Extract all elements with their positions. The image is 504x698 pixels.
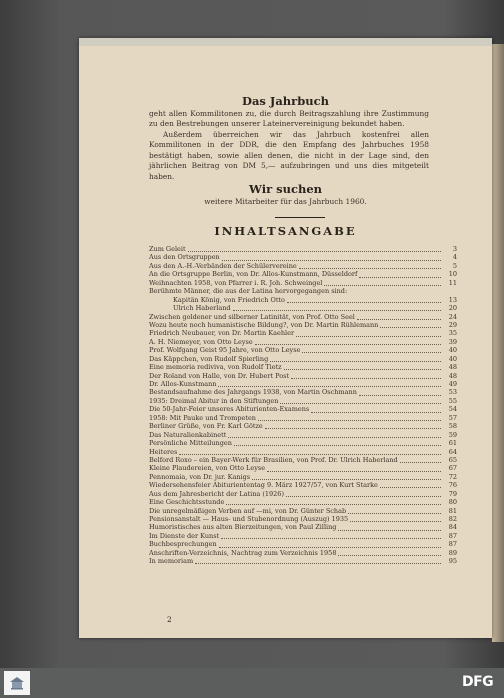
toc-leader-dots bbox=[349, 289, 441, 294]
toc-entry bbox=[149, 262, 457, 270]
toc-entry-page: 54 bbox=[448, 405, 457, 414]
heading-wir-suchen: Wir suchen bbox=[248, 182, 323, 196]
heading-jahrbuch: Das Jahrbuch bbox=[242, 94, 329, 108]
toc-entry-title: Ulrich Haberland bbox=[173, 304, 231, 313]
toc-entry-title: Prof. Wolfgang Geist 95 Jahre, von Otto Leyse bbox=[149, 346, 301, 355]
table-of-contents bbox=[149, 245, 457, 566]
toc-entry-page: 4 bbox=[452, 253, 457, 262]
toc-entry-title: Humoristisches aus alten Bierzeitungen, von Paul Zilling bbox=[149, 523, 337, 532]
heading-inhaltsangabe: INHALTSANGABE bbox=[214, 224, 357, 238]
toc-leader-dots bbox=[221, 533, 441, 539]
toc-entry bbox=[149, 338, 457, 346]
toc-entry bbox=[149, 473, 457, 481]
toc-leader-dots bbox=[296, 331, 441, 337]
toc-leader-dots bbox=[284, 364, 441, 370]
toc-leader-dots bbox=[311, 407, 441, 413]
toc-entry-page: 81 bbox=[448, 506, 457, 515]
toc-leader-dots bbox=[291, 373, 441, 379]
toc-entry-title: Eine Geschichtsstunde bbox=[149, 498, 225, 507]
toc-entry-page: 53 bbox=[448, 388, 457, 397]
toc-entry bbox=[149, 388, 457, 396]
toc-leader-dots bbox=[380, 482, 441, 488]
toc-leader-dots bbox=[350, 516, 441, 522]
paragraph-membership: geht allen Kommilitonen zu, die durch Beitragszahlung ihre Zustimmung zu den Bestrebungen unserer Lateinervereinigung bekundet haben. bbox=[149, 109, 429, 129]
toc-entry bbox=[149, 507, 457, 515]
page-number: 2 bbox=[167, 615, 172, 624]
toc-entry-page: 58 bbox=[448, 422, 457, 431]
toc-entry bbox=[149, 346, 457, 354]
toc-entry-title: Wozu heute noch humanistische Bildung?, von Dr. Martin Rühlemann bbox=[149, 320, 379, 329]
toc-entry-page: 84 bbox=[448, 523, 457, 532]
toc-entry-title: Das Naturalienkabinett bbox=[149, 430, 227, 439]
toc-entry bbox=[149, 304, 457, 312]
toc-leader-dots bbox=[222, 255, 441, 261]
toc-entry-title: Berliner Grüße, von Fr. Karl Götze bbox=[149, 422, 263, 431]
toc-leader-dots bbox=[267, 466, 441, 472]
toc-leader-dots bbox=[233, 305, 441, 311]
toc-entry-page: 48 bbox=[448, 363, 457, 372]
toc-entry-page: 3 bbox=[452, 245, 457, 253]
toc-entry-title: Der Roland von Halle, von Dr. Hubert Post bbox=[149, 371, 290, 380]
toc-entry-page: 89 bbox=[448, 548, 457, 557]
toc-entry-title: Aus den Ortsgruppen bbox=[149, 253, 220, 262]
toc-entry bbox=[149, 439, 457, 447]
next-page-edge bbox=[492, 44, 504, 642]
toc-leader-dots bbox=[280, 398, 441, 404]
toc-entry-title: A. H. Niemeyer, von Otto Leyse bbox=[149, 337, 253, 346]
toc-entry-title: An die Ortsgruppe Berlin, von Dr. Allos-Kunstmann, Düsseldorf bbox=[149, 270, 358, 279]
toc-entry-page: 11 bbox=[448, 278, 457, 287]
toc-entry-page: 40 bbox=[448, 346, 457, 355]
page-top-discoloration bbox=[79, 38, 492, 46]
toc-entry-title: In memoriam bbox=[149, 557, 194, 566]
toc-entry-title: Weihnachten 1958, von Pfarrer i. R. Joh. Schweingel bbox=[149, 278, 323, 287]
toc-entry-page: 35 bbox=[448, 329, 457, 338]
toc-leader-dots bbox=[348, 508, 441, 514]
toc-leader-dots bbox=[265, 423, 441, 429]
toc-entry-title: Aus dem Jahresbericht der Latina (1926) bbox=[149, 489, 284, 498]
wanted-text: weitere Mitarbeiter für das Jahrbuch 1960. bbox=[204, 197, 367, 206]
toc-leader-dots bbox=[338, 525, 441, 531]
toc-leader-dots bbox=[357, 314, 441, 320]
toc-entry-title: Bestandsaufnahme des Jahrgangs 1938, von Martin Oschmann bbox=[149, 388, 357, 397]
toc-entry-page: 57 bbox=[448, 413, 457, 422]
toc-leader-dots bbox=[226, 499, 441, 505]
toc-entry bbox=[149, 313, 457, 321]
toc-entry bbox=[149, 422, 457, 430]
toc-entry bbox=[149, 540, 457, 548]
toc-entry bbox=[149, 253, 457, 261]
toc-leader-dots bbox=[219, 542, 441, 548]
toc-entry-title: Kleine Plaudereien, von Otto Leyse bbox=[149, 464, 266, 473]
toc-entry-title: Kapitän König, von Friedrich Otto bbox=[173, 295, 285, 304]
toc-entry-title: Persönliche Mitteilungen bbox=[149, 439, 232, 448]
toc-entry bbox=[149, 431, 457, 439]
toc-entry-page: 29 bbox=[448, 320, 457, 329]
toc-entry-page: 76 bbox=[448, 481, 457, 490]
toc-entry bbox=[149, 557, 457, 565]
toc-leader-dots bbox=[359, 390, 441, 396]
toc-entry-title: Pensionsanstalt — Haus- und Stubenordnung (Auszug) 1935 bbox=[149, 515, 349, 523]
toc-entry-page: 64 bbox=[448, 447, 457, 456]
toc-entry-title: Belford Roxo – ein Bayer-Werk für Brasilien, von Prof. Dr. Ulrich Haberland bbox=[149, 455, 398, 464]
toc-entry-page: 67 bbox=[448, 464, 457, 473]
toc-entry-title: Buchbesprechungen bbox=[149, 540, 217, 549]
toc-entry-title: Wiedersehensfeier Abituriententag 9. März 1927/57, von Kurt Starke bbox=[149, 481, 378, 490]
library-emblem-icon bbox=[9, 676, 25, 690]
toc-leader-dots bbox=[228, 432, 441, 438]
toc-entry bbox=[149, 380, 457, 388]
toc-leader-dots bbox=[400, 457, 441, 463]
toc-entry bbox=[149, 405, 457, 413]
toc-entry-page: 87 bbox=[448, 540, 457, 549]
toc-entry-page: 39 bbox=[448, 337, 457, 346]
toc-entry-page: 5 bbox=[452, 261, 457, 270]
toc-entry-title: Eine memoria rediviva, von Rudolf Tietz bbox=[149, 363, 282, 372]
toc-entry-page: 79 bbox=[448, 489, 457, 498]
toc-entry-page: 59 bbox=[448, 430, 457, 439]
toc-entry bbox=[149, 355, 457, 363]
toc-entry bbox=[149, 287, 457, 295]
viewer-footer bbox=[0, 668, 504, 698]
toc-entry bbox=[149, 372, 457, 380]
toc-entry bbox=[149, 329, 457, 337]
toc-entry-page: 13 bbox=[448, 295, 457, 304]
toc-leader-dots bbox=[380, 322, 441, 328]
toc-entry-title: Im Dienste der Kunst bbox=[149, 531, 220, 540]
toc-entry bbox=[149, 498, 457, 506]
toc-entry-page: 82 bbox=[448, 515, 457, 523]
toc-entry-page: 61 bbox=[448, 439, 457, 448]
toc-entry-title: Zum Geleit bbox=[149, 245, 186, 253]
toc-leader-dots bbox=[287, 297, 441, 303]
toc-entry bbox=[149, 456, 457, 464]
toc-entry bbox=[149, 363, 457, 371]
toc-entry-page: 10 bbox=[448, 270, 457, 279]
toc-leader-dots bbox=[218, 381, 441, 387]
toc-entry-page: 24 bbox=[448, 312, 457, 321]
toc-entry-title: Dr. Allos-Kunstmann bbox=[149, 380, 217, 388]
toc-leader-dots bbox=[258, 415, 441, 421]
toc-entry-title: Friedrich Neubauer, von Dr. Martin Kaehler bbox=[149, 329, 295, 338]
toc-entry-page: 49 bbox=[448, 380, 457, 388]
toc-entry-title: 1958: Mit Pauke und Trompeten bbox=[149, 413, 256, 422]
toc-entry-page: 40 bbox=[448, 354, 457, 363]
toc-entry-page: 55 bbox=[448, 396, 457, 405]
toc-entry-title: Anschriften-Verzeichnis, Nachtrag zum Verzeichnis 1958 bbox=[149, 548, 337, 557]
toc-entry-page: 72 bbox=[448, 472, 457, 481]
toc-entry bbox=[149, 515, 457, 523]
toc-entry-page: 20 bbox=[448, 304, 457, 313]
toc-entry bbox=[149, 321, 457, 329]
toc-leader-dots bbox=[188, 246, 441, 252]
toc-entry bbox=[149, 279, 457, 287]
toc-leader-dots bbox=[179, 449, 441, 455]
toc-entry bbox=[149, 414, 457, 422]
toc-entry-title: Pennomaia, von Dr. jur. Kanigs bbox=[149, 472, 251, 481]
toc-entry-page: 95 bbox=[448, 557, 457, 566]
toc-entry-title: Die 50-Jahr-Feier unseres Abiturienten-Examens bbox=[149, 405, 310, 414]
toc-entry-title: 1935: Dreimal Abitur in den Stiftungen bbox=[149, 396, 279, 405]
toc-entry-title: Heiteres bbox=[149, 447, 178, 456]
toc-entry-title: Berühmte Männer, die aus der Latina hervorgegangen sind: bbox=[149, 287, 348, 296]
toc-entry bbox=[149, 549, 457, 557]
document-page bbox=[79, 38, 492, 638]
toc-entry bbox=[149, 523, 457, 531]
toc-entry-page: 48 bbox=[448, 371, 457, 380]
toc-entry bbox=[149, 245, 457, 253]
toc-leader-dots bbox=[255, 339, 441, 345]
heading-rule bbox=[275, 217, 325, 218]
toc-leader-dots bbox=[286, 491, 441, 497]
toc-leader-dots bbox=[359, 272, 441, 278]
toc-entry-title: Zwischen goldener und silberner Latinität, von Prof. Otto Seel bbox=[149, 312, 355, 321]
paragraph-free-copies: Außerdem überreichen wir das Jahrbuch kostenfrei allen Kommilitonen in der DDR, die den Empfang des Jahrbuches 1958 bestätigt haben, sowie allen denen, die nicht in der Lage sind, den jährlichen Beitrag von DM 5,— aufzubringen und uns dies mitgeteilt haben. bbox=[149, 130, 429, 181]
toc-entry bbox=[149, 397, 457, 405]
toc-leader-dots bbox=[234, 440, 441, 446]
toc-entry-page: 87 bbox=[448, 531, 457, 540]
library-logo bbox=[4, 671, 30, 695]
toc-entry bbox=[149, 481, 457, 489]
toc-entry bbox=[149, 448, 457, 456]
dfg-logo: DFG bbox=[462, 674, 494, 690]
toc-leader-dots bbox=[270, 356, 441, 362]
toc-entry-page: 80 bbox=[448, 498, 457, 507]
toc-entry-page: 65 bbox=[448, 455, 457, 464]
toc-entry bbox=[149, 296, 457, 304]
toc-leader-dots bbox=[252, 474, 441, 480]
toc-leader-dots bbox=[302, 347, 441, 353]
toc-entry bbox=[149, 270, 457, 278]
toc-leader-dots bbox=[299, 263, 441, 269]
toc-entry-title: Das Käppchen, von Rudolf Spierling bbox=[149, 354, 269, 363]
toc-entry bbox=[149, 532, 457, 540]
toc-leader-dots bbox=[195, 558, 441, 564]
toc-entry bbox=[149, 464, 457, 472]
toc-leader-dots bbox=[324, 280, 441, 286]
toc-entry bbox=[149, 490, 457, 498]
toc-entry-title: Aus den A.-H.-Verbänden der Schülervereine bbox=[149, 261, 297, 270]
toc-leader-dots bbox=[338, 550, 441, 556]
toc-entry-title: Die unregelmäßigen Verben auf —mi, von Dr. Günter Schab bbox=[149, 506, 347, 515]
